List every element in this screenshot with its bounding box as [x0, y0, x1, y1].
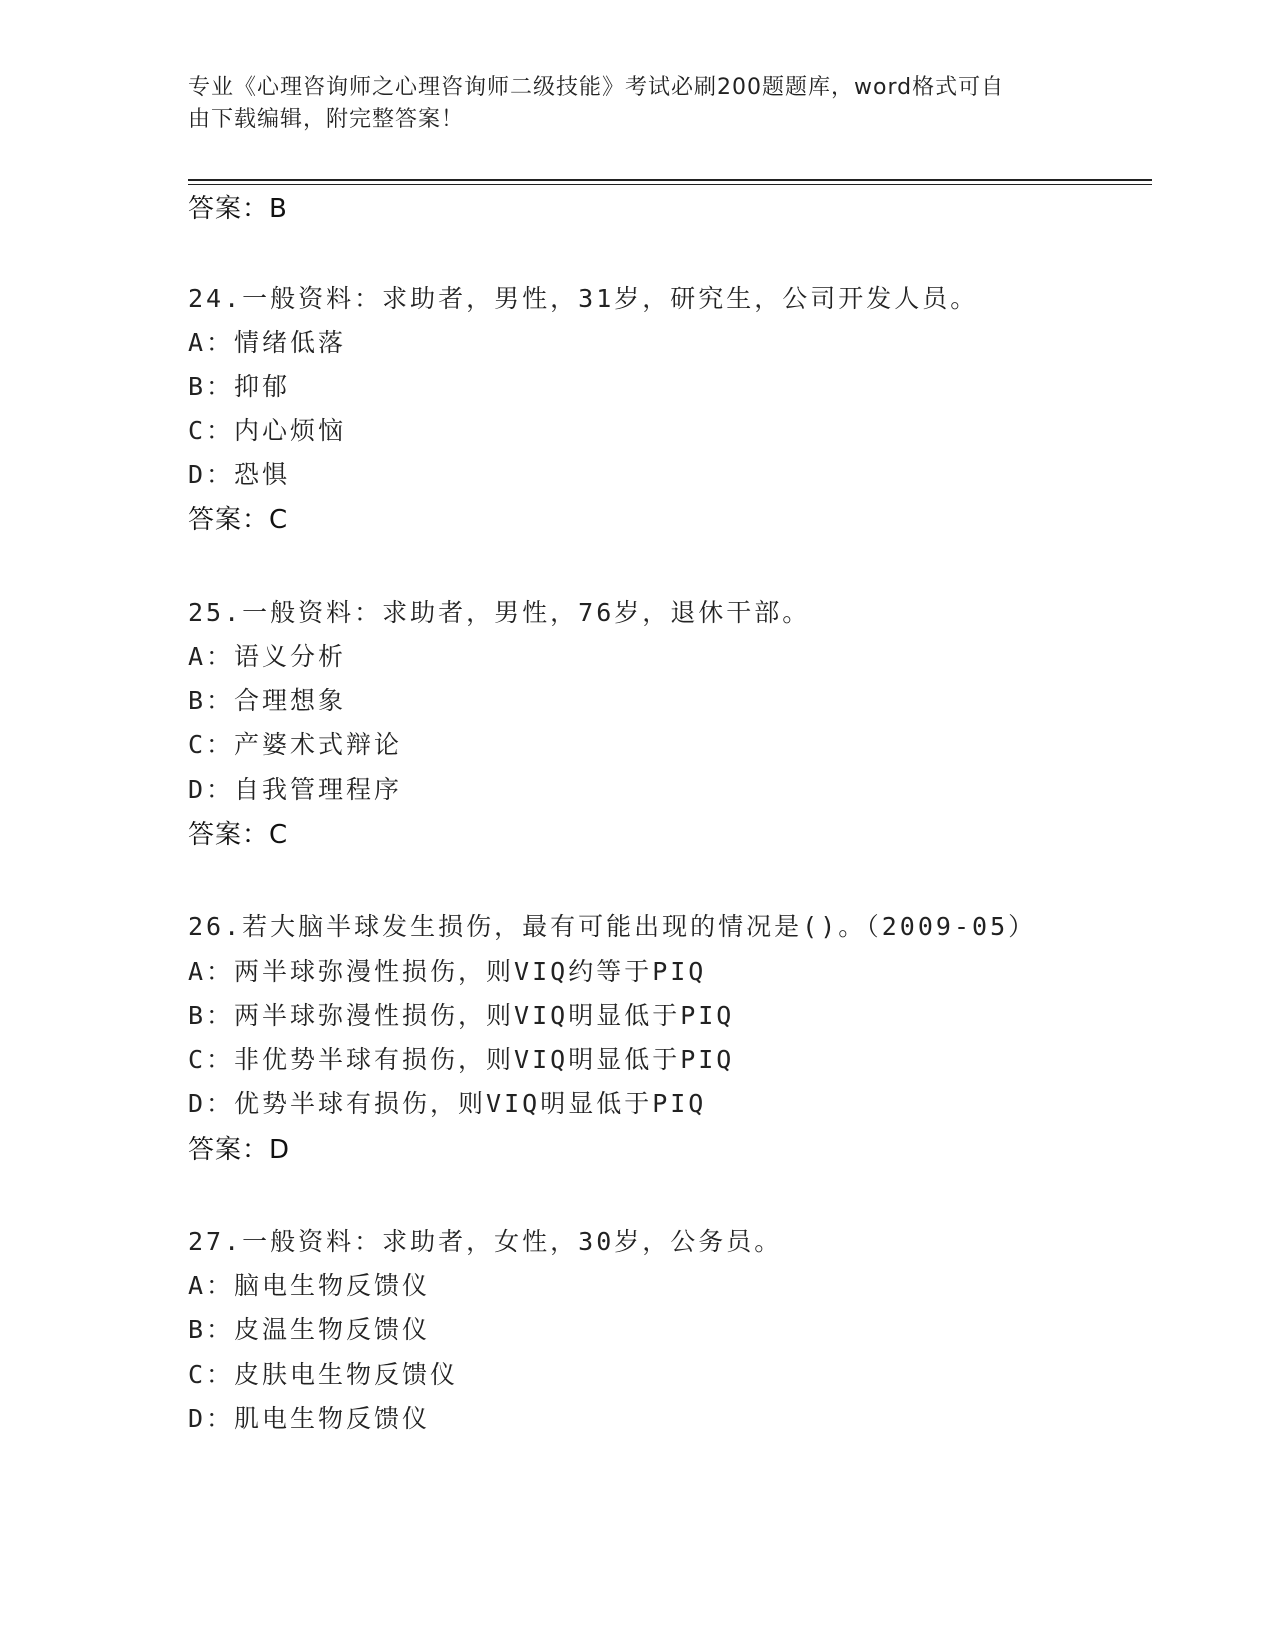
- header-divider-thick: [188, 179, 1152, 181]
- option-a: A：情绪低落: [188, 328, 347, 357]
- option-c: C：皮肤电生物反馈仪: [188, 1360, 459, 1389]
- option-a: A：两半球弥漫性损伤，则VIQ约等于PIQ: [188, 957, 707, 986]
- option-b: B：皮温生物反馈仪: [188, 1315, 431, 1344]
- question-24: 24.一般资料：求助者，男性，31岁，研究生，公司开发人员。: [188, 284, 979, 313]
- option-d: D：恐惧: [188, 460, 291, 489]
- answer-line: 答案：D: [188, 1135, 291, 1165]
- document-header: [188, 72, 1068, 136]
- header-divider-thin: [188, 184, 1152, 185]
- option-d: D：优势半球有损伤，则VIQ明显低于PIQ: [188, 1089, 707, 1118]
- question-26: 26.若大脑半球发生损伤，最有可能出现的情况是()。（2009-05）: [188, 912, 1037, 941]
- option-a: A：语义分析: [188, 642, 347, 671]
- answer-line: 答案：C: [188, 820, 289, 850]
- option-b: B：合理想象: [188, 686, 347, 715]
- answer-line: 答案：B: [188, 194, 288, 224]
- option-c: C：内心烦恼: [188, 416, 347, 445]
- option-c: C：非优势半球有损伤，则VIQ明显低于PIQ: [188, 1045, 735, 1074]
- option-d: D：自我管理程序: [188, 775, 403, 804]
- option-d: D：肌电生物反馈仪: [188, 1404, 431, 1433]
- option-b: B：两半球弥漫性损伤，则VIQ明显低于PIQ: [188, 1001, 735, 1030]
- option-a: A：脑电生物反馈仪: [188, 1271, 431, 1300]
- question-25: 25.一般资料：求助者，男性，76岁，退休干部。: [188, 598, 811, 627]
- option-c: C：产婆术式辩论: [188, 730, 403, 759]
- answer-line: 答案：C: [188, 505, 289, 535]
- question-27: 27.一般资料：求助者，女性，30岁，公务员。: [188, 1227, 783, 1256]
- header-line-2: 由下载编辑，附完整答案！: [188, 107, 465, 132]
- header-line-1: 专业《心理咨询师之心理咨询师二级技能》考试必刷200题题库，word格式可自: [188, 75, 1005, 100]
- option-b: B：抑郁: [188, 372, 291, 401]
